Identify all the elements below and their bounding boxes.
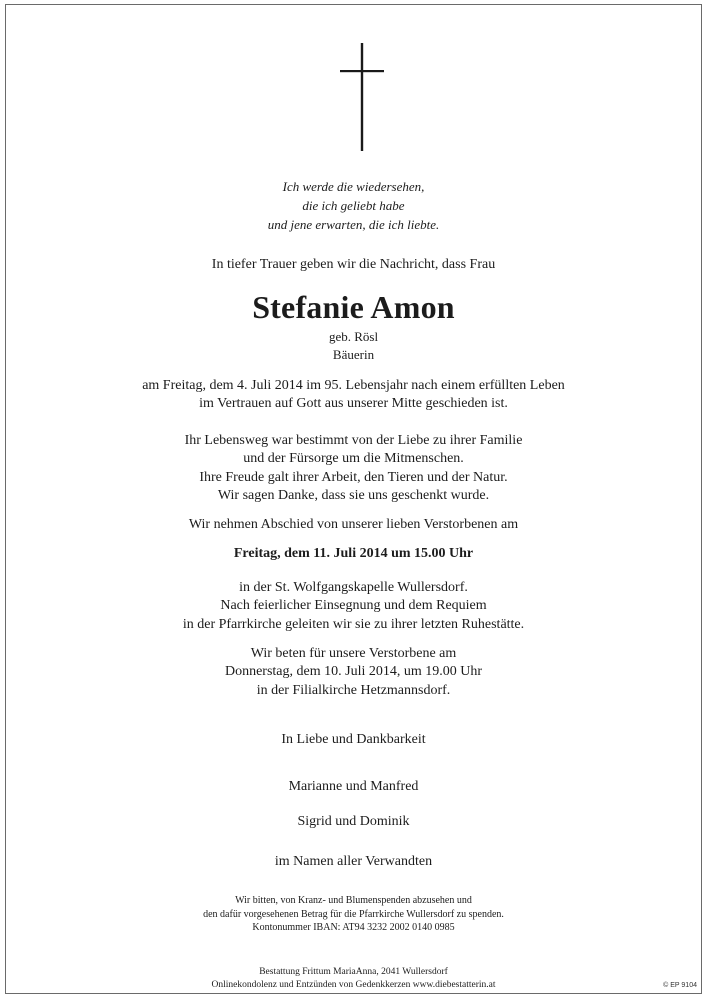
occupation: Bäuerin [332, 347, 375, 362]
death-paragraph [6, 377, 701, 414]
footer-line: Onlinekondolenz und Entzünden von Gedenkkerzen www.diebestatterin.at [211, 979, 496, 990]
funeral-home-footer [6, 966, 701, 991]
funeral-date: Freitag, dem 11. Juli 2014 um 15.00 Uhr [233, 546, 474, 561]
text-line: Ihr Lebensweg war bestimmt von der Liebe zu ihrer Familie [184, 433, 523, 448]
text-line: im Vertrauen auf Gott aus unserer Mitte geschieden ist. [199, 396, 508, 412]
family-members: Marianne und Manfred [288, 779, 419, 794]
text-line: und der Fürsorge um die Mitmenschen. [243, 451, 464, 467]
text-line: in der Pfarrkirche geleiten wir sie zu ihrer letzten Ruhestätte. [182, 616, 525, 632]
form-code: © EP 9104 [663, 982, 697, 989]
text-line: am Freitag, dem 4. Juli 2014 im 95. Lebensjahr nach einem erfüllten Leben [142, 378, 565, 393]
text-line: in der Filialkirche Hetzmannsdorf. [256, 682, 451, 698]
text-line: Wir beten für unsere Verstorbene am [250, 646, 457, 661]
footer-line: Bestattung Frittum MariaAnna, 2041 Wullersdorf [259, 967, 448, 977]
text-line: Nach feierlicher Einsegnung und dem Requiem [220, 598, 487, 614]
relatives-line: im Namen aller Verwandten [274, 854, 433, 869]
farewell-intro: Wir nehmen Abschied von unserer lieben Verstorbenen am [188, 517, 519, 532]
announcement-text: In tiefer Trauer geben wir die Nachricht, dass Frau [211, 257, 496, 272]
note-line: Kontonummer IBAN: AT94 3232 2002 0140 0985 [252, 922, 455, 933]
birth-name: geb. Rösl [328, 329, 379, 344]
location-paragraph [6, 579, 701, 634]
text-line: Donnerstag, dem 10. Juli 2014, um 19.00 Uhr [224, 664, 483, 680]
motto-line: die ich geliebt habe [302, 198, 405, 213]
cross-icon [340, 43, 384, 151]
motto-verse [6, 177, 701, 234]
note-line: den dafür vorgesehenen Betrag für die Pfarrkirche Wullersdorf zu spenden. [203, 908, 504, 920]
motto-line: und jene erwarten, die ich liebte. [267, 217, 440, 232]
closing-phrase: In Liebe und Dankbarkeit [281, 732, 426, 747]
motto-line: Ich werde die wiedersehen, [282, 179, 425, 194]
text-line: Wir sagen Danke, dass sie uns geschenkt wurde. [217, 487, 490, 503]
prayer-paragraph [6, 645, 701, 700]
note-line: Wir bitten, von Kranz- und Blumenspenden abzusehen und [235, 895, 472, 906]
text-line: Ihre Freude galt ihrer Arbeit, den Tieren und der Natur. [199, 469, 508, 485]
family-members: Sigrid und Dominik [297, 814, 410, 829]
deceased-name: Stefanie Amon [252, 289, 455, 325]
life-paragraph [6, 432, 701, 505]
text-line: in der St. Wolfgangskapelle Wullersdorf. [239, 580, 468, 595]
obituary-notice [5, 4, 702, 994]
donation-note [6, 894, 701, 935]
